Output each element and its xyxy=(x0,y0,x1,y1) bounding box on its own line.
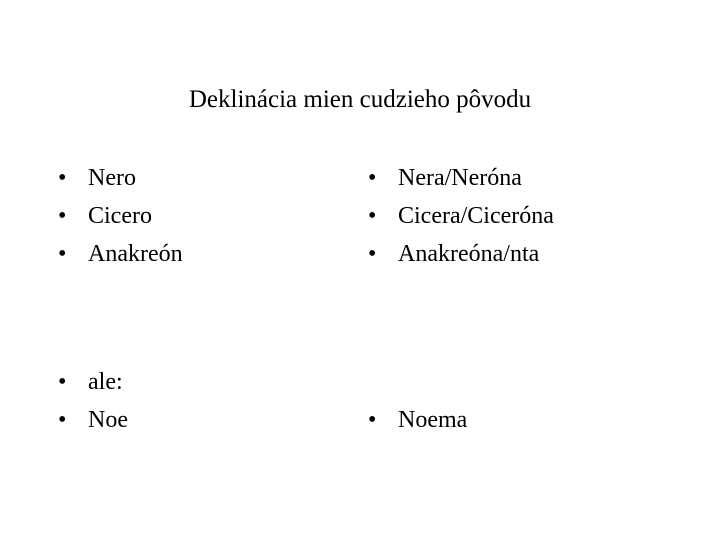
list-item-text: Nera/Neróna xyxy=(398,165,522,191)
list-item-text: Noe xyxy=(88,407,128,433)
list-item-text: Cicero xyxy=(88,203,152,229)
bullet-icon: • xyxy=(58,407,67,433)
bullet-icon: • xyxy=(58,369,67,395)
list-item xyxy=(58,363,128,401)
list-item-text: Anakreón xyxy=(88,241,183,267)
list-item-text: Noema xyxy=(398,407,468,433)
genitive-list xyxy=(368,159,554,273)
list-item xyxy=(368,159,554,197)
bullet-icon: • xyxy=(368,165,377,191)
list-item xyxy=(58,197,183,235)
list-item xyxy=(368,235,554,273)
list-item-text: Nero xyxy=(88,165,136,191)
exception-nominative-list xyxy=(58,363,128,439)
bullet-icon: • xyxy=(368,241,377,267)
bullet-icon: • xyxy=(368,407,377,433)
list-item xyxy=(368,401,467,439)
bullet-icon: • xyxy=(58,165,67,191)
list-item xyxy=(58,235,183,273)
nominative-list xyxy=(58,159,183,273)
slide-title: Deklinácia mien cudzieho pôvodu xyxy=(188,86,532,113)
bullet-icon: • xyxy=(368,203,377,229)
list-item-text: Cicera/Ciceróna xyxy=(398,203,554,229)
bullet-icon: • xyxy=(58,241,67,267)
list-item-text: ale: xyxy=(88,369,123,395)
list-item xyxy=(58,401,128,439)
list-item xyxy=(58,159,183,197)
exception-genitive-list xyxy=(368,401,467,439)
bullet-icon: • xyxy=(58,203,67,229)
list-item xyxy=(368,197,554,235)
list-item-text: Anakreóna/nta xyxy=(398,241,540,267)
